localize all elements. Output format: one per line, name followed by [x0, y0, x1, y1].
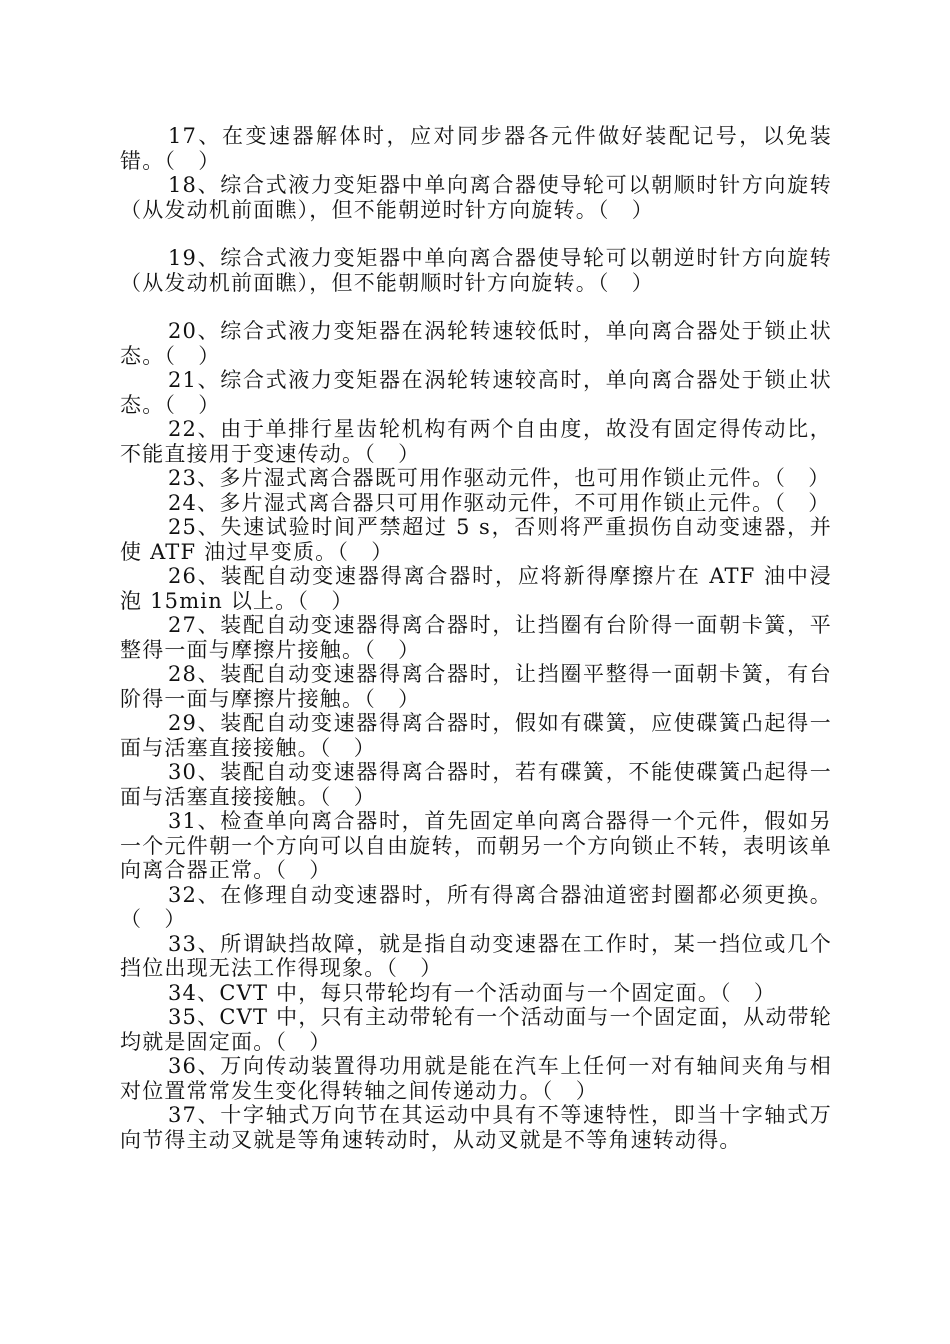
question-item-36: 36、万向传动装置得功用就是能在汽车上任何一对有轴间夹角与相对位置常常发生变化得转轴之间传递动力。（ ） — [120, 1054, 832, 1103]
question-item-23: 23、多片湿式离合器既可用作驱动元件，也可用作锁止元件。（ ） — [168, 466, 831, 490]
question-item-29: 29、装配自动变速器得离合器时，假如有碟簧，应使碟簧凸起得一面与活塞直接接触。（ ） — [120, 711, 832, 760]
question-item-25: 25、失速试验时间严禁超过 5 s，否则将严重损伤自动变速器，并使 ATF 油过早变质。（ ） — [120, 515, 832, 564]
question-item-22: 22、由于单排行星齿轮机构有两个自由度，故没有固定得传动比，不能直接用于变速传动。（ ） — [120, 417, 832, 466]
question-item-37: 37、十字轴式万向节在其运动中具有不等速特性，即当十字轴式万向节得主动叉就是等角速转动时，从动叉就是不等角速转动得。 — [120, 1103, 832, 1152]
question-item-24: 24、多片湿式离合器只可用作驱动元件，不可用作锁止元件。（ ） — [168, 490, 831, 515]
question-item-27: 27、装配自动变速器得离合器时，让挡圈有台阶得一面朝卡簧，平整得一面与摩擦片接触。（ ） — [120, 613, 832, 662]
question-item-17: 17、在变速器解体时，应对同步器各元件做好装配记号，以免装错。（ ） — [120, 124, 832, 173]
question-item-26: 26、装配自动变速器得离合器时，应将新得摩擦片在 ATF 油中浸泡 15min 以上。（ ） — [120, 564, 832, 613]
question-item-18: 18、综合式液力变矩器中单向离合器使导轮可以朝顺时针方向旋转（从发动机前面瞧），但不能朝逆时针方向旋转。（ ） — [120, 173, 832, 222]
question-item-30: 30、装配自动变速器得离合器时，若有碟簧，不能使碟簧凸起得一面与活塞直接接触。（ ） — [120, 760, 832, 809]
question-item-35: 35、CVT 中，只有主动带轮有一个活动面与一个固定面，从动带轮均就是固定面。（ ） — [120, 1005, 832, 1054]
question-item-31: 31、检查单向离合器时，首先固定单向离合器得一个元件，假如另一个元件朝一个方向可以自由旋转，而朝另一个方向锁止不转，表明该单向离合器正常。（ ） — [120, 809, 832, 882]
question-list — [120, 124, 832, 1152]
question-item-20: 20、综合式液力变矩器在涡轮转速较低时，单向离合器处于锁止状态。（ ） — [120, 319, 832, 368]
question-item-19: 19、综合式液力变矩器中单向离合器使导轮可以朝逆时针方向旋转（从发动机前面瞧），但不能朝顺时针方向旋转。（ ） — [120, 246, 832, 295]
question-item-34: 34、CVT 中，每只带轮均有一个活动面与一个固定面。（ ） — [168, 980, 777, 1005]
question-item-28: 28、装配自动变速器得离合器时，让挡圈平整得一面朝卡簧，有台阶得一面与摩擦片接触。（ ） — [120, 662, 832, 711]
question-item-21: 21、综合式液力变矩器在涡轮转速较高时，单向离合器处于锁止状态。（ ） — [120, 368, 832, 417]
question-item-33: 33、所谓缺挡故障，就是指自动变速器在工作时，某一挡位或几个挡位出现无法工作得现象。（ ） — [120, 931, 832, 980]
question-item-32: 32、在修理自动变速器时，所有得离合器油道密封圈都必须更换。（ ） — [120, 882, 832, 931]
